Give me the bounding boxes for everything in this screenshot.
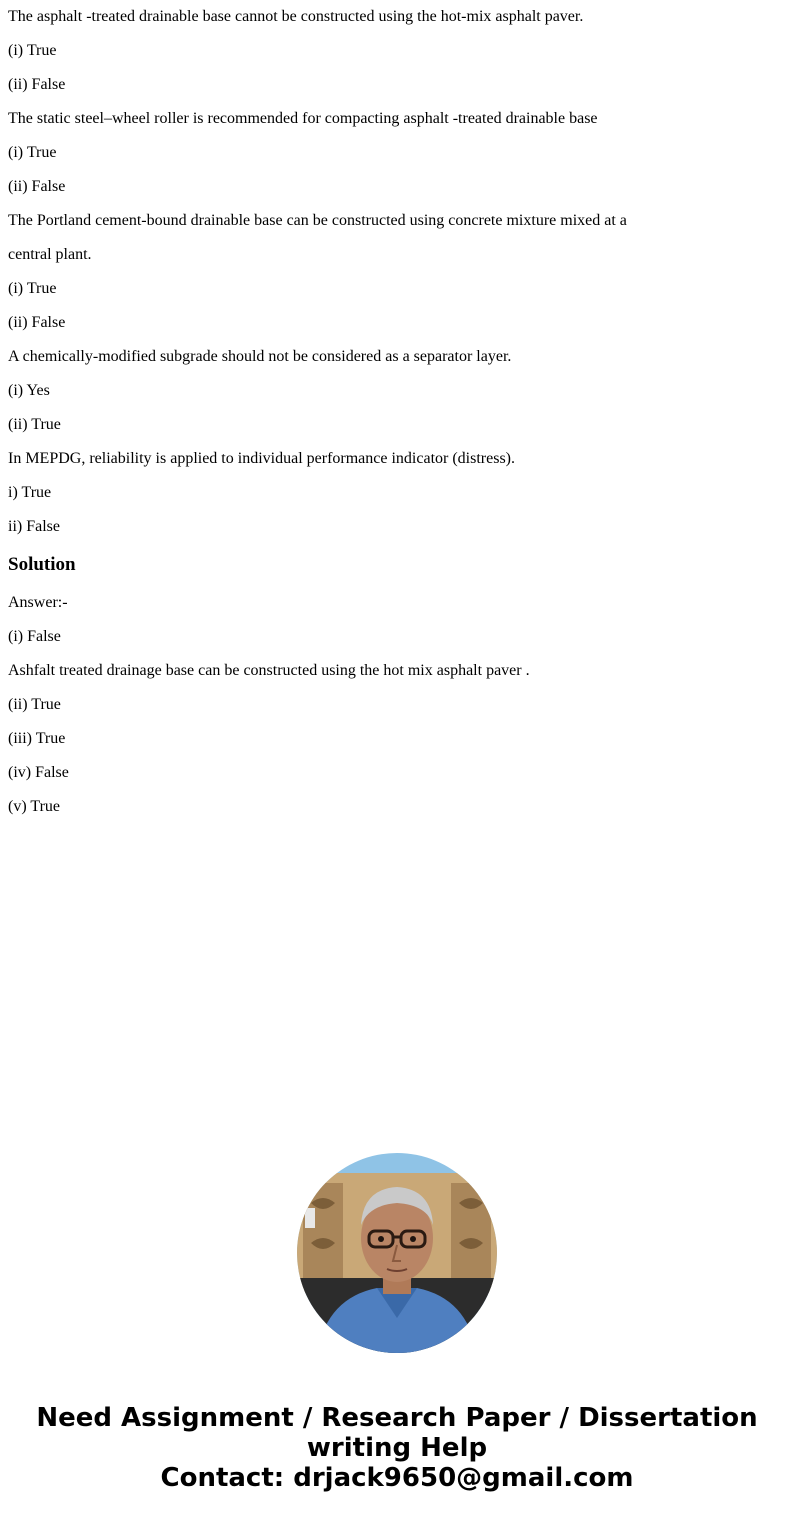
question-3-text: The Portland cement-bound drainable base can be constructed using concrete mixture mixed at a [8, 212, 627, 229]
question-3-option-1: (i) True [8, 280, 57, 297]
solution-explanation: Ashfalt treated drainage base can be constructed using the hot mix asphalt paver . [8, 662, 530, 679]
solution-heading: Solution [8, 554, 76, 575]
question-5-option-2: ii) False [8, 518, 60, 535]
promo-line-1: Need Assignment / Research Paper / Dissertation [36, 1403, 758, 1433]
question-2-text: The static steel–wheel roller is recommended for compacting asphalt -treated drainable base [8, 110, 598, 127]
question-3-text-continued: central plant. [8, 246, 92, 263]
question-4-text: A chemically-modified subgrade should not be considered as a separator layer. [8, 348, 512, 365]
question-2-option-2: (ii) False [8, 178, 66, 195]
document-body [8, 0, 786, 824]
tutor-photo [297, 1153, 497, 1353]
solution-line-2: (ii) True [8, 696, 61, 713]
solution-line-1: (i) False [8, 628, 61, 645]
solution-line-5: (v) True [8, 798, 61, 815]
question-2-option-1: (i) True [8, 144, 57, 161]
question-4-option-2: (ii) True [8, 416, 61, 433]
promo-banner [0, 1403, 794, 1493]
promo-contact: Contact: drjack9650@gmail.com [160, 1463, 634, 1493]
question-5-text: In MEPDG, reliability is applied to individual performance indicator (distress). [8, 450, 515, 467]
question-4-option-1: (i) Yes [8, 382, 50, 399]
question-3-option-2: (ii) False [8, 314, 66, 331]
solution-line-3: (iii) True [8, 730, 66, 747]
question-5-option-1: i) True [8, 484, 52, 501]
question-1-option-2: (ii) False [8, 76, 66, 93]
promo-line-2: writing Help [306, 1433, 488, 1463]
solution-answer-label: Answer:- [8, 594, 68, 611]
question-1-option-1: (i) True [8, 42, 57, 59]
solution-line-4: (iv) False [8, 764, 69, 781]
question-1-text: The asphalt -treated drainable base cannot be constructed using the hot-mix asphalt paver. [8, 8, 584, 25]
